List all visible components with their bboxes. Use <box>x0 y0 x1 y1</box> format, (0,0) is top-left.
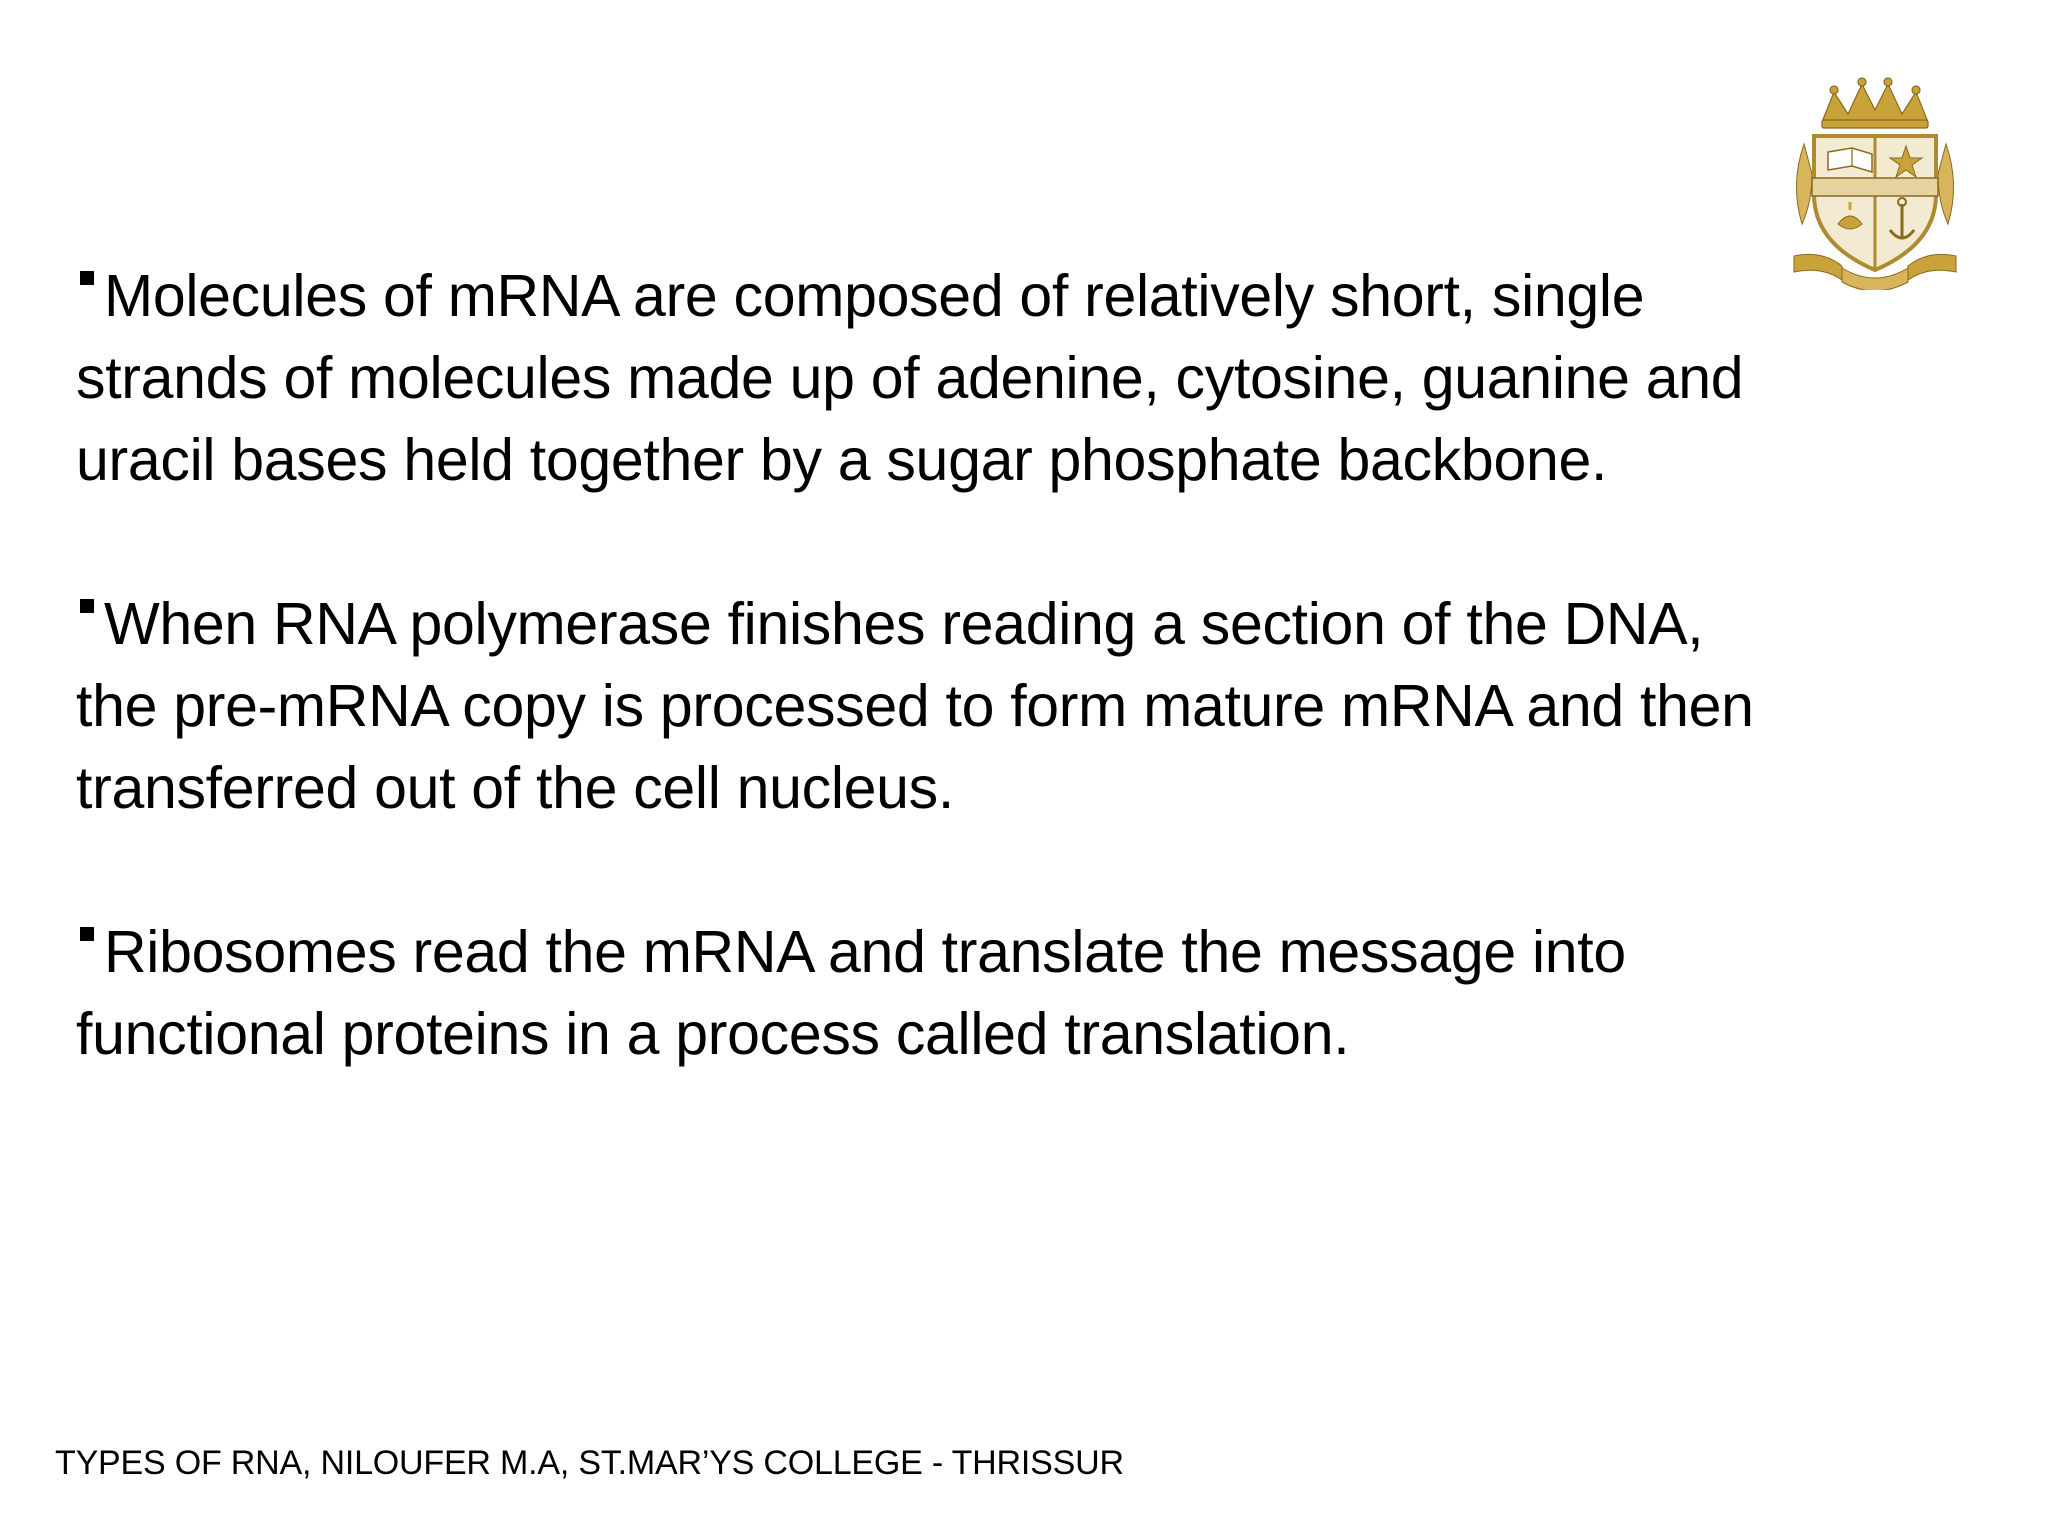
bullet-square-icon <box>80 271 94 285</box>
bullet-paragraph-2 <box>76 583 1796 829</box>
slide-footer: TYPES OF RNA, NILOUFER M.A, ST.MAR’YS COLLEGE - THRISSUR <box>55 1444 1124 1482</box>
bullet-square-icon <box>80 927 94 941</box>
paragraph-text: Ribosomes read the mRNA and translate the message into functional proteins in a process called translation. <box>76 919 1626 1067</box>
paragraph-text: When RNA polymerase finishes reading a section of the DNA, the pre-mRNA copy is processed to form mature mRNA and then transferred out of the cell nucleus. <box>76 591 1754 821</box>
college-crest-icon <box>1782 74 1968 290</box>
slide-body <box>76 255 1796 1157</box>
bullet-paragraph-1 <box>76 255 1796 501</box>
bullet-paragraph-3 <box>76 911 1796 1075</box>
paragraph-text: Molecules of mRNA are composed of relatively short, single strands of molecules made up of adenine, cytosine, guanine and uracil bases held together by a sugar phosphate backbone. <box>76 263 1744 493</box>
bullet-square-icon <box>80 599 94 613</box>
